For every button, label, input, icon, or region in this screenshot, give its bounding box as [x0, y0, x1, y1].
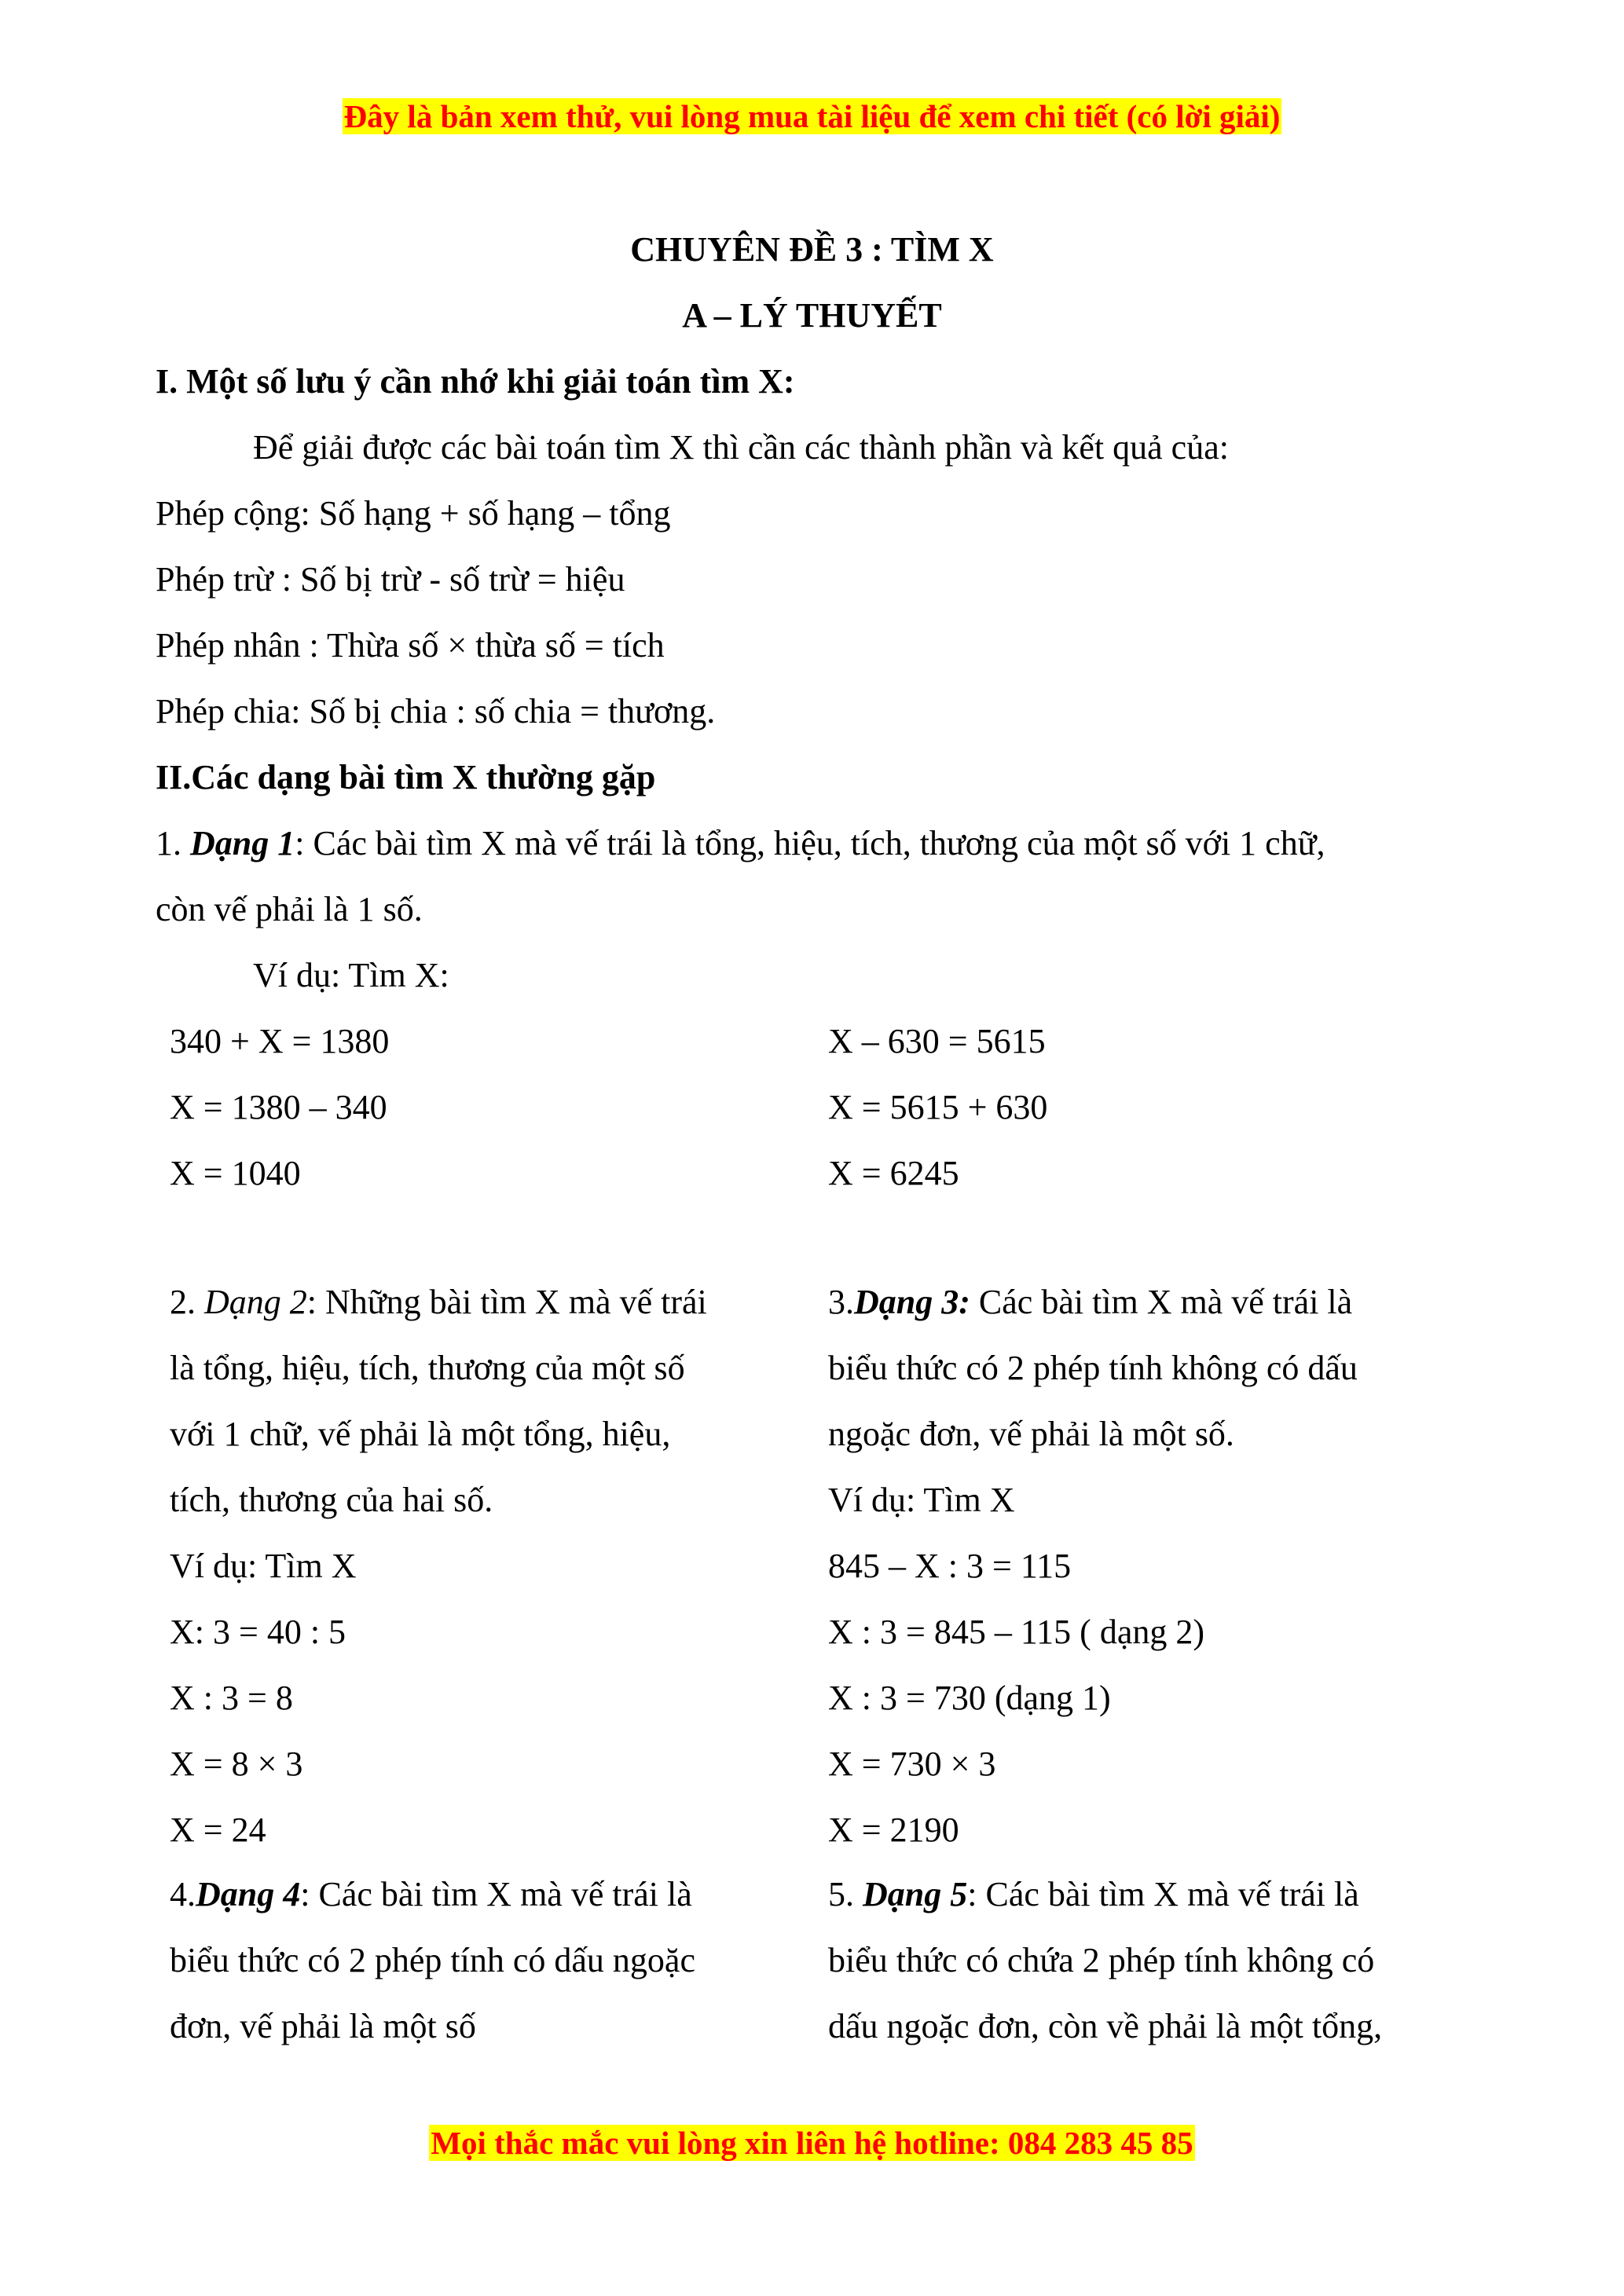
dang1-example-label: Ví dụ: Tìm X:: [253, 956, 449, 994]
dang3-block: [828, 1269, 1472, 1863]
dang5-block: [828, 1862, 1472, 2060]
dang4-block: [170, 1862, 798, 2060]
rule-subtraction: Phép trừ : Số bị trừ - số trừ = hiệu: [156, 560, 625, 599]
document-title: CHUYÊN ĐỀ 3 : TÌM X: [630, 230, 994, 269]
hotline-banner: [0, 2122, 1624, 2163]
equation-line: X : 3 = 730 (dạng 1): [828, 1679, 1111, 1717]
dang2-block: [170, 1269, 798, 1863]
equation-line: X = 730 × 3: [828, 1745, 996, 1783]
equation-line: X – 630 = 5615: [828, 1022, 1046, 1060]
equation-line: X : 3 = 845 – 115 ( dạng 2): [828, 1613, 1205, 1651]
dang1-number: 1.: [156, 824, 190, 862]
dang1-example-left: [170, 1009, 798, 1207]
dang5-desc-line: biểu thức có chứa 2 phép tính không có: [828, 1941, 1375, 1979]
dang2-desc-line: tích, thương của hai số.: [170, 1481, 493, 1519]
equation-line: X = 24: [170, 1811, 266, 1849]
rule-multiplication: Phép nhân : Thừa số × thừa số = tích: [156, 626, 665, 665]
dang1-name: Dạng 1: [190, 824, 295, 862]
equation-line: X = 1040: [170, 1154, 301, 1192]
section1-intro: Để giải được các bài toán tìm X thì cần các thành phần và kết quả của:: [253, 428, 1229, 467]
equation-line: X = 6245: [828, 1154, 959, 1192]
dang3-name: Dạng 3:: [854, 1283, 970, 1321]
section-a-title: A – LÝ THUYẾT: [682, 296, 942, 335]
dang2-number: 2.: [170, 1283, 204, 1321]
section1-heading: I. Một số lưu ý cần nhớ khi giải toán tìm X:: [156, 362, 795, 401]
dang3-desc-line1: 3.Dạng 3: Các bài tìm X mà vế trái là: [828, 1283, 1353, 1321]
dang4-desc-line: biểu thức có 2 phép tính có dấu ngoặc: [170, 1941, 695, 1979]
equation-line: X = 2190: [828, 1811, 959, 1849]
equation-line: 845 – X : 3 = 115: [828, 1547, 1072, 1585]
dang5-name: Dạng 5: [863, 1875, 968, 1913]
rule-division: Phép chia: Số bị chia : số chia = thương.: [156, 692, 716, 731]
dang5-desc-line1: 5. Dạng 5: Các bài tìm X mà vế trái là: [828, 1875, 1359, 1913]
dang1-example-right: [828, 1009, 1472, 1207]
dang1-desc-line1: : Các bài tìm X mà vế trái là tổng, hiệu, tích, thương của một số với 1 chữ,: [295, 824, 1325, 862]
dang4-desc-line: đơn, vế phải là một số: [170, 2007, 476, 2045]
hotline-text: Mọi thắc mắc vui lòng xin liên hệ hotline: 084 283 45 85: [431, 2125, 1193, 2161]
dang4-number: 4.: [170, 1875, 196, 1913]
dang5-number: 5.: [828, 1875, 863, 1913]
dang2-desc-line: với 1 chữ, vế phải là một tổng, hiệu,: [170, 1415, 671, 1453]
equation-line: 340 + X = 1380: [170, 1022, 390, 1060]
equation-line: X : 3 = 8: [170, 1679, 293, 1717]
dang2-desc-line: là tổng, hiệu, tích, thương của một số: [170, 1349, 685, 1387]
equation-line: X: 3 = 40 : 5: [170, 1613, 346, 1651]
dang4-name: Dạng 4: [196, 1875, 301, 1913]
section2-heading: II.Các dạng bài tìm X thường gặp: [156, 758, 656, 796]
dang3-desc-line: biểu thức có 2 phép tính không có dấu: [828, 1349, 1358, 1387]
dang5-desc-line: dấu ngoặc đơn, còn về phải là một tổng,: [828, 2007, 1383, 2045]
equation-line: X = 8 × 3: [170, 1745, 303, 1783]
dang3-number: 3.: [828, 1283, 854, 1321]
dang3-desc-line: ngoặc đơn, vế phải là một số.: [828, 1415, 1234, 1453]
dang2-example-label: Ví dụ: Tìm X: [170, 1547, 357, 1585]
rule-addition: Phép cộng: Số hạng + số hạng – tổng: [156, 494, 671, 533]
dang2-desc-line1: 2. Dạng 2: Những bài tìm X mà vế trái: [170, 1283, 707, 1321]
preview-notice-text: Đây là bản xem thử, vui lòng mua tài liệu để xem chi tiết (có lời giải): [343, 98, 1281, 134]
preview-notice-banner: [0, 96, 1624, 137]
dang1-description: [156, 811, 1476, 877]
dang2-name: Dạng 2: [204, 1283, 307, 1321]
equation-line: X = 5615 + 630: [828, 1088, 1048, 1126]
dang1-desc-line2: còn vế phải là 1 số.: [156, 890, 423, 928]
dang4-desc-line1: 4.Dạng 4: Các bài tìm X mà vế trái là: [170, 1875, 692, 1913]
equation-line: X = 1380 – 340: [170, 1088, 387, 1126]
dang3-example-label: Ví dụ: Tìm X: [828, 1481, 1015, 1519]
